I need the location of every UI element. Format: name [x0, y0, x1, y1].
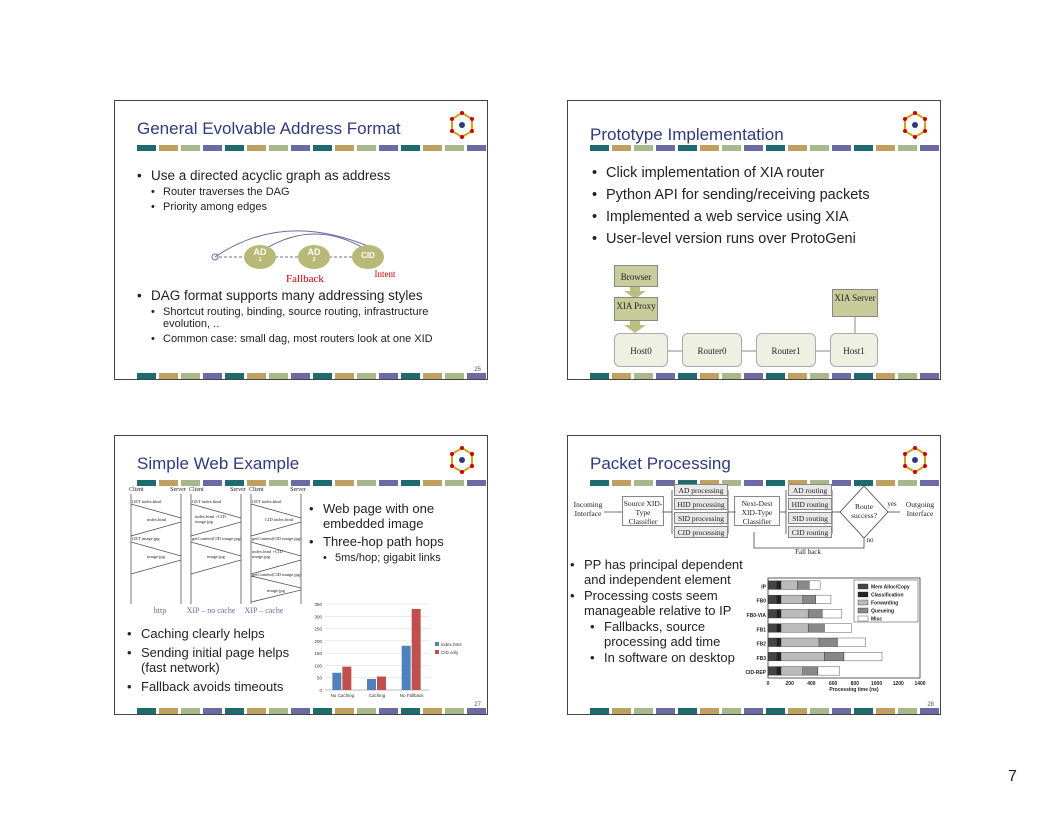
stripe-segment [920, 708, 939, 714]
stripe-segment [225, 480, 244, 486]
stripe-segment [313, 480, 332, 486]
y-tick-label: 300 [314, 614, 322, 620]
stripe-segment [335, 480, 354, 486]
stripe-segment [612, 373, 631, 379]
hid-processing-box: HID processing [674, 498, 728, 510]
stripe-segment [379, 373, 398, 379]
stripe-segment [159, 480, 178, 486]
stacked-bar-chart-processing-time [736, 574, 940, 698]
legend-label: Forwarding [871, 600, 899, 607]
stripe-segment [335, 145, 354, 151]
stripe-segment [137, 708, 156, 714]
slide-title: General Evolvable Address Format [137, 119, 401, 138]
slide-title: Packet Processing [590, 454, 731, 473]
intent-label: Intent [374, 269, 396, 279]
stripe-segment [744, 373, 763, 379]
stripe-segment [788, 708, 807, 714]
bar-segment [768, 595, 777, 604]
slide-number: 25 [474, 367, 481, 373]
y-tick-label: 350 [314, 602, 322, 607]
stripe-segment [225, 373, 244, 379]
sub-bullet: • Common case: small dag, most routers look at one XID [151, 333, 477, 345]
color-stripe [137, 480, 486, 486]
stripe-segment [854, 708, 873, 714]
y-tick-label: FB2 [756, 641, 766, 648]
client-label: Client [249, 487, 264, 493]
server-label: Server [290, 487, 306, 493]
stripe-segment [357, 145, 376, 151]
stripe-segment [291, 708, 310, 714]
stripe-segment [291, 373, 310, 379]
browser-box: Browser [614, 265, 658, 287]
stripe-segment [590, 373, 609, 379]
stripe-segment [898, 708, 917, 714]
bar-segment [768, 667, 777, 676]
bar-chart-load-time [301, 598, 481, 702]
xia-logo-icon [445, 442, 479, 476]
stripe-segment [445, 480, 464, 486]
bar-segment [777, 581, 781, 590]
y-tick-label: CID-REP [745, 670, 766, 677]
xia-proxy-box: XIA Proxy [614, 297, 658, 321]
bar-segment [844, 652, 882, 661]
legend-swatch [858, 584, 868, 589]
stripe-segment [247, 480, 266, 486]
stripe-segment [401, 708, 420, 714]
source-classifier-box: Source XID-Type Classifier [622, 496, 664, 526]
page-number: 7 [1008, 768, 1017, 785]
bullet: • Processing costs seem manageable relative to IP [570, 588, 756, 618]
bar-segment [818, 667, 840, 676]
x-tick-label: 0 [766, 681, 770, 687]
bar-segment [824, 624, 851, 633]
stripe-segment [181, 480, 200, 486]
stripe-segment [634, 708, 653, 714]
stripe-segment [920, 373, 939, 379]
legend-swatch [858, 600, 868, 605]
bullet: • DAG format supports many addressing styles [137, 288, 477, 303]
msg-label: image.jpg [267, 588, 285, 593]
slide-prototype-implementation [567, 100, 941, 380]
y-tick-label: 50 [316, 675, 322, 681]
slide-title: Prototype Implementation [590, 125, 784, 144]
incoming-interface: Incoming Interface [573, 500, 603, 518]
sub-bullet: • Router traverses the DAG [151, 186, 477, 198]
client-label: Client [189, 487, 204, 493]
x-tick-label: 1200 [892, 681, 904, 687]
bar-segment [777, 667, 781, 676]
stripe-segment [137, 373, 156, 379]
legend-label: Misc [871, 616, 883, 623]
stripe-segment [766, 373, 785, 379]
legend-label: Mem Alloc/Copy [871, 584, 910, 591]
x-tick-label: 800 [850, 681, 860, 687]
client-label: Client [129, 487, 144, 493]
bullet-list [309, 498, 479, 567]
stripe-segment [203, 708, 222, 714]
legend-swatch [858, 616, 868, 621]
seq-caption: XIP – cache [244, 606, 284, 615]
stripe-segment [335, 708, 354, 714]
bullet: • Caching clearly helps [127, 626, 307, 641]
stripe-segment [656, 373, 675, 379]
legend-swatch [435, 642, 439, 646]
stripe-segment [379, 708, 398, 714]
seq-caption: XIP – no cache [186, 606, 236, 615]
dag-node-cid: CID [361, 251, 375, 260]
stripe-segment [832, 373, 851, 379]
bar-segment [768, 652, 777, 661]
stripe-segment [313, 373, 332, 379]
bullet: • PP has principal dependent and independent element [570, 557, 756, 587]
bullet-list [137, 285, 477, 348]
bar-segment [808, 609, 822, 618]
bullet: • Sending initial page helps (fast network) [127, 645, 307, 675]
bar-segment [781, 581, 797, 590]
stripe-segment [832, 708, 851, 714]
stripe-segment [898, 373, 917, 379]
msg-label: image.jpg [147, 554, 165, 559]
color-stripe [137, 373, 486, 379]
bar-segment [816, 595, 831, 604]
slide-simple-web-example [114, 435, 488, 715]
cid-processing-box: CID processing [674, 526, 728, 538]
stripe-segment [467, 145, 486, 151]
stripe-segment [225, 145, 244, 151]
stripe-segment [247, 373, 266, 379]
stripe-segment [357, 480, 376, 486]
stripe-segment [159, 708, 178, 714]
bullet: • Use a directed acyclic graph as address [137, 168, 477, 183]
stripe-segment [247, 708, 266, 714]
msg-label: getContent(CID image.jpg) [252, 536, 302, 541]
stripe-segment [423, 373, 442, 379]
msg-label: GET image.jpg [132, 536, 160, 541]
stripe-segment [269, 708, 288, 714]
y-tick-label: IP [761, 584, 766, 591]
bar-segment [824, 652, 844, 661]
fallback-label: Fallback [286, 273, 324, 285]
cid-routing-box: CID routing [788, 526, 832, 538]
bar-segment [803, 595, 816, 604]
stripe-segment [678, 373, 697, 379]
stripe-segment [313, 708, 332, 714]
x-tick-label: 200 [785, 681, 794, 687]
bullet: • User-level version runs over ProtoGeni [592, 231, 932, 247]
y-tick-label: 250 [314, 626, 322, 632]
y-tick-label: 100 [314, 663, 322, 669]
sub-bullet: • Priority among edges [151, 201, 477, 213]
stripe-segment [445, 145, 464, 151]
stripe-segment [634, 373, 653, 379]
msg-label: getContent(CID image.jpg) [252, 572, 302, 577]
fallback-label: Fall back [795, 548, 821, 556]
stripe-segment [401, 480, 420, 486]
bar [377, 676, 386, 690]
router0-box: Router0 [682, 333, 742, 367]
stripe-segment [291, 480, 310, 486]
stripe-segment [656, 708, 675, 714]
stripe-segment [159, 145, 178, 151]
dag-node-ad2: AD 2 [307, 247, 321, 263]
stripe-segment [700, 373, 719, 379]
bar-segment [777, 609, 781, 618]
legend-label: Queueing [871, 608, 895, 615]
stripe-segment [247, 145, 266, 151]
stripe-segment [467, 480, 486, 486]
stripe-segment [159, 373, 178, 379]
y-tick-label: 200 [314, 638, 322, 644]
sub-bullet: • Fallbacks, source processing add time [590, 619, 756, 649]
msg-label: GET index.html [132, 499, 162, 504]
bar-segment [797, 581, 809, 590]
stripe-segment [722, 708, 741, 714]
x-tick-label: 1400 [914, 681, 926, 687]
color-stripe [590, 373, 939, 379]
stripe-segment [876, 373, 895, 379]
legend-swatch [435, 650, 439, 654]
x-tick-label: 400 [807, 681, 816, 687]
bar-segment [819, 638, 837, 647]
stripe-segment [467, 708, 486, 714]
msg-label: getContent(CID image.jpg) [192, 536, 242, 541]
msg-label: image.jpg [207, 554, 225, 559]
bullet-list [570, 556, 756, 666]
stripe-segment [854, 373, 873, 379]
y-tick-label: FB0 [756, 598, 766, 605]
stripe-segment [678, 708, 697, 714]
sub-bullet: • 5ms/hop; gigabit links [323, 552, 479, 564]
stripe-segment [137, 480, 156, 486]
xia-logo-icon [445, 107, 479, 141]
slide-number: 28 [927, 702, 934, 708]
stripe-segment [181, 708, 200, 714]
bar-segment [781, 624, 808, 633]
y-tick-label: 0 [319, 688, 322, 693]
stripe-segment [225, 708, 244, 714]
no-label: no [866, 536, 874, 544]
bar-segment [768, 609, 777, 618]
stripe-segment [700, 708, 719, 714]
dag-node-ad1: AD 1 [253, 247, 267, 263]
x-tick-label: 600 [828, 681, 838, 687]
ad-processing-box: AD processing [674, 484, 728, 496]
bar-segment [781, 667, 803, 676]
bar-segment [777, 638, 781, 647]
msg-label: GET index.html [252, 499, 282, 504]
msg-label: index.html +CID image.jpg [252, 549, 283, 559]
route-success-decision: Route success? [851, 502, 877, 520]
bullet: • Three-hop path hops [309, 534, 479, 549]
bar-segment [822, 609, 842, 618]
outgoing-interface: Outgoing Interface [905, 500, 935, 518]
stripe-segment [612, 708, 631, 714]
legend-label: CID only [441, 650, 459, 655]
x-tick-label: No Caching [330, 693, 355, 698]
bar-segment [781, 609, 808, 618]
hid-routing-box: HID routing [788, 498, 832, 510]
sid-processing-box: SID processing [674, 512, 728, 524]
stripe-segment [181, 373, 200, 379]
stripe-segment [291, 145, 310, 151]
bar-segment [781, 638, 819, 647]
stripe-segment [401, 373, 420, 379]
x-axis-label: Processing time (ns) [829, 687, 879, 693]
stripe-segment [269, 480, 288, 486]
bar [367, 679, 376, 690]
slide-general-evolvable-address-format [114, 100, 488, 380]
server-label: Server [170, 487, 186, 493]
bullet: • Implemented a web service using XIA [592, 209, 932, 225]
yes-label: yes [887, 500, 897, 508]
stripe-segment [445, 708, 464, 714]
stripe-segment [788, 373, 807, 379]
color-stripe [590, 708, 939, 714]
legend-swatch [858, 592, 868, 597]
msg-label: index.html [147, 517, 167, 522]
bar-segment [781, 652, 824, 661]
stripe-segment [269, 373, 288, 379]
slide-title: Simple Web Example [137, 454, 300, 473]
bar [342, 667, 351, 690]
stripe-segment [722, 373, 741, 379]
stripe-segment [357, 708, 376, 714]
next-dest-classifier-box: Next-Dest XID-Type Classifier [734, 496, 780, 526]
bar-segment [768, 581, 777, 590]
bullet: • Web page with one embedded image [309, 501, 479, 531]
color-stripe [137, 708, 486, 714]
stripe-segment [810, 373, 829, 379]
legend-swatch [858, 608, 868, 613]
slide-number: 27 [474, 702, 481, 708]
bar [332, 673, 341, 690]
xia-server-box: XIA Server [832, 289, 878, 317]
x-tick-label: No Fallback [399, 693, 424, 698]
x-tick-label: Caching [368, 693, 386, 698]
y-tick-label: FB3 [756, 655, 766, 662]
bar-segment [809, 581, 820, 590]
msg-label: GET index.html [192, 499, 222, 504]
bar-segment [808, 624, 824, 633]
stripe-segment [137, 145, 156, 151]
stripe-segment [445, 373, 464, 379]
y-tick-label: FB0-VIA [746, 613, 766, 619]
color-stripe [137, 145, 486, 151]
bar [412, 609, 421, 690]
bar-segment [768, 638, 777, 647]
server-label: Server [230, 487, 246, 493]
host0-box: Host0 [614, 333, 668, 367]
stripe-segment [590, 708, 609, 714]
sub-bullet: • Shortcut routing, binding, source routing, infrastructure evolution, .. [151, 306, 477, 330]
stripe-segment [203, 480, 222, 486]
stripe-segment [357, 373, 376, 379]
stripe-segment [203, 145, 222, 151]
stripe-segment [810, 708, 829, 714]
bullet: • Click implementation of XIA router [592, 165, 932, 181]
bar-segment [777, 652, 781, 661]
bar-segment [803, 667, 818, 676]
bar-segment [837, 638, 865, 647]
sid-routing-box: SID routing [788, 512, 832, 524]
stripe-segment [423, 708, 442, 714]
seq-caption: http [153, 606, 167, 615]
y-tick-label: FB1 [756, 627, 766, 634]
stripe-segment [423, 480, 442, 486]
stripe-segment [744, 708, 763, 714]
legend-label: index.html [441, 642, 462, 647]
x-tick-label: 1000 [871, 681, 883, 687]
stripe-segment [379, 480, 398, 486]
msg-label: CID index.html [265, 517, 294, 522]
bar-segment [777, 624, 781, 633]
bullet-list [127, 622, 307, 698]
bullet-list [137, 165, 477, 216]
stripe-segment [401, 145, 420, 151]
host1-box: Host1 [830, 333, 878, 367]
stripe-segment [876, 708, 895, 714]
router1-box: Router1 [756, 333, 816, 367]
bar-segment [777, 595, 781, 604]
stripe-segment [766, 708, 785, 714]
msg-label: index.html +CID image.jpg [195, 514, 226, 524]
stripe-segment [181, 145, 200, 151]
ad-routing-box: AD routing [788, 484, 832, 496]
stripe-segment [269, 145, 288, 151]
bullet: • Python API for sending/receiving packets [592, 187, 932, 203]
bullet: • Fallback avoids timeouts [127, 679, 307, 694]
stripe-segment [379, 145, 398, 151]
slide-packet-processing [567, 435, 941, 715]
y-tick-label: 150 [314, 651, 322, 657]
legend-label: Classification [871, 592, 904, 599]
stripe-segment [335, 373, 354, 379]
bar-segment [781, 595, 803, 604]
stripe-segment [203, 373, 222, 379]
bar-segment [768, 624, 777, 633]
bar [402, 646, 411, 690]
stripe-segment [423, 145, 442, 151]
stripe-segment [313, 145, 332, 151]
sub-bullet: • In software on desktop [590, 650, 756, 665]
stripe-segment [467, 373, 486, 379]
